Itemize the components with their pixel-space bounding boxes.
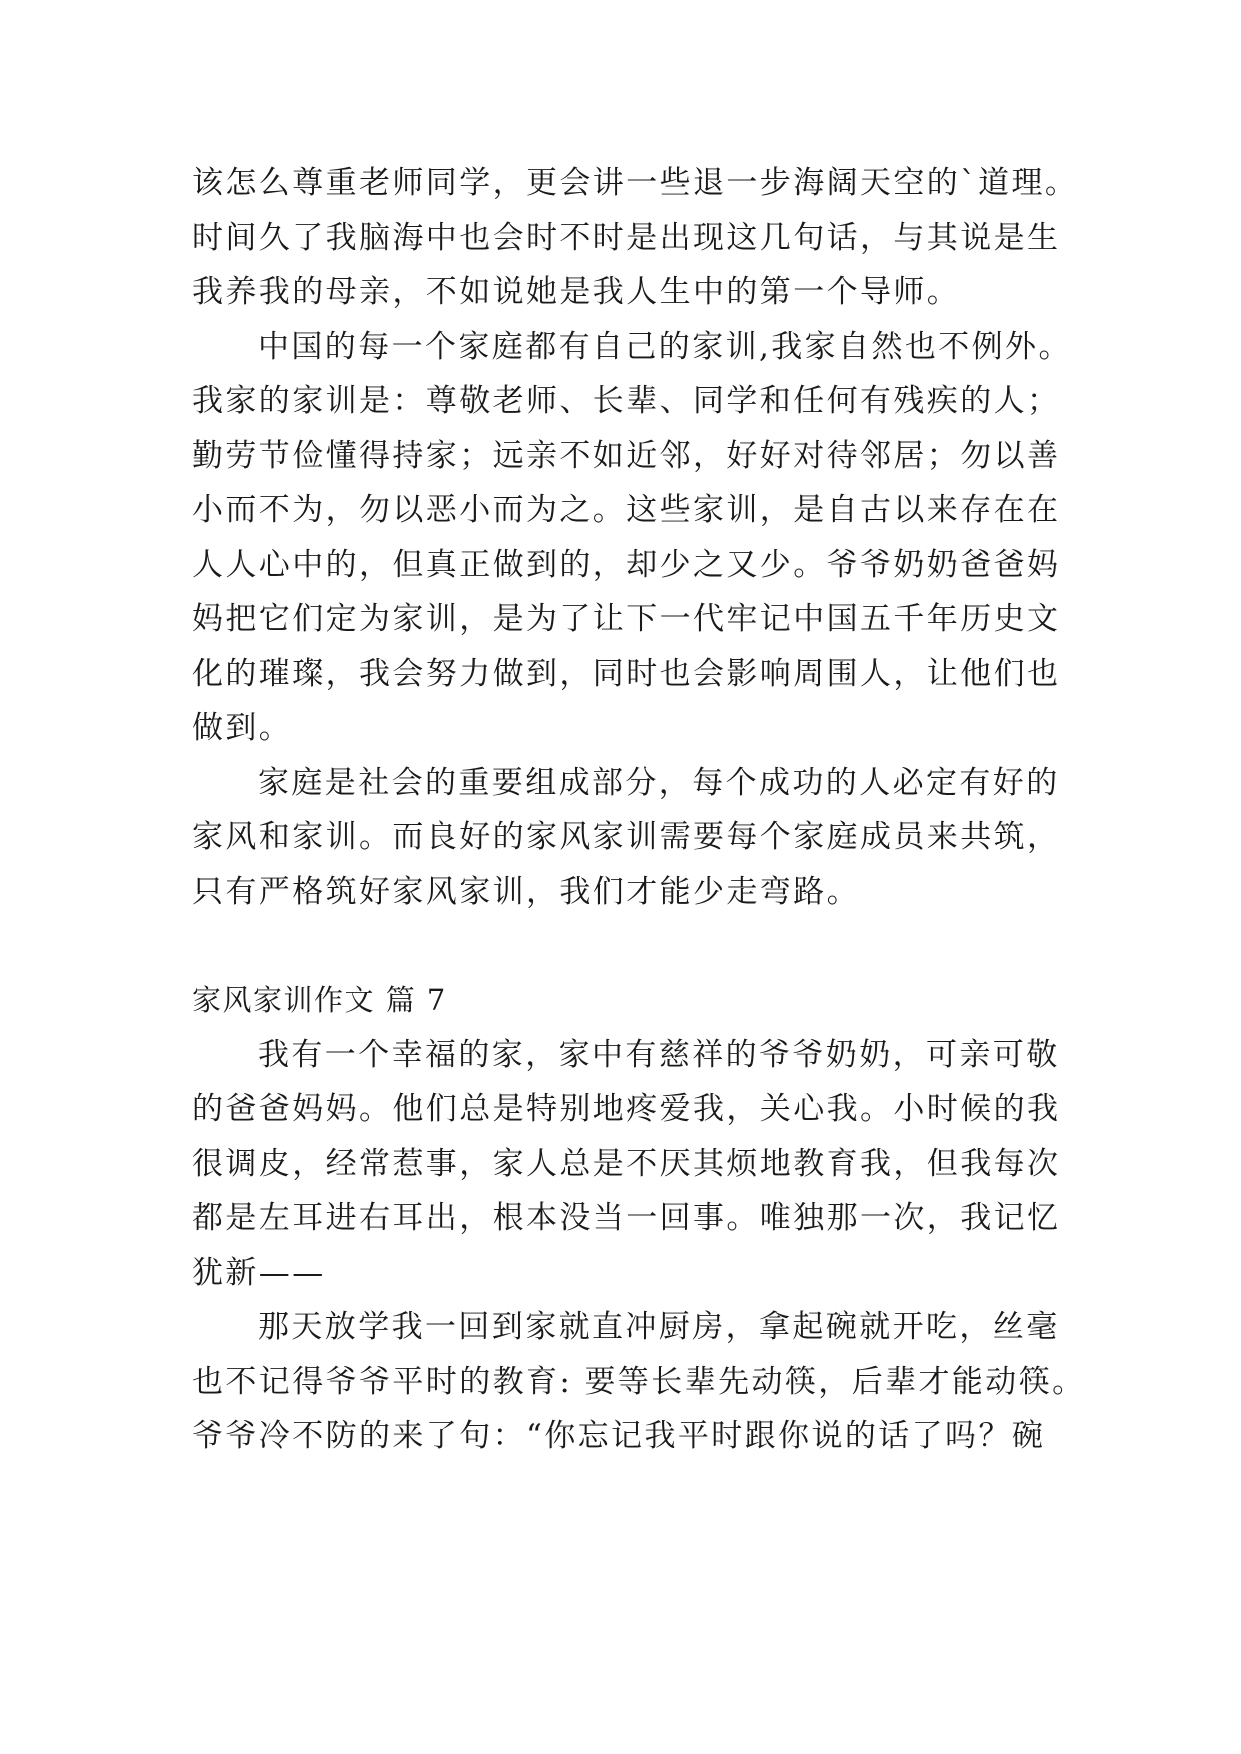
text-line: 化的璀璨，我会努力做到，同时也会影响周围人，让他们也 xyxy=(192,655,1061,692)
section-gap xyxy=(192,919,1072,973)
text-line: 很调皮，经常惹事，家人总是不厌其烦地教育我，但我每次 xyxy=(192,1145,1061,1182)
text-line: 中国的每一个家庭都有自己的家训,我家自然也不例外。 xyxy=(258,328,1072,365)
text-line: 时间久了我脑海中也会时不时是出现这几句话，与其说是生 xyxy=(192,219,1061,256)
text-line: 的爸爸妈妈。他们总是特别地疼爱我，关心我。小时候的我 xyxy=(192,1091,1061,1127)
paragraph-happy-family xyxy=(192,1028,1072,1301)
document-body xyxy=(192,156,1086,1464)
text-line: 我有一个幸福的家，家中有慈祥的爷爷奶奶，可亲可敬 xyxy=(258,1036,1060,1073)
text-line: 该怎么尊重老师同学，更会讲一些退一步海阔天空的`道理。 xyxy=(192,165,1079,201)
text-line: 都是左耳进右耳出，根本没当一回事。唯独那一次，我记忆 xyxy=(192,1200,1061,1236)
text-line: 家风和家训。而良好的家风家训需要每个家庭成员来共筑， xyxy=(192,819,1061,855)
text-line: 那天放学我一回到家就直冲厨房，拿起碗就开吃，丝毫 xyxy=(258,1309,1060,1345)
text-line: 家庭是社会的重要组成部分，每个成功的人必定有好的 xyxy=(258,764,1060,801)
text-line: 爷爷冷不防的来了句：“你忘记我平时跟你说的话了吗？碗 xyxy=(192,1418,1046,1454)
text-line: 我养我的母亲，不如说她是我人生中的第一个导师。 xyxy=(192,274,961,310)
text-line: 勤劳节俭懂得持家；远亲不如近邻，好好对待邻居；勿以善 xyxy=(192,437,1061,474)
paragraph-society xyxy=(192,756,1072,920)
text-line: 犹新—— xyxy=(192,1254,326,1291)
paragraph-that-day xyxy=(192,1300,1086,1464)
text-line: 也不记得爷爷平时的教育: 要等长辈先动筷，后辈才能动筷。 xyxy=(192,1363,1086,1400)
text-line: 妈把它们定为家训，是为了让下一代牢记中国五千年历史文 xyxy=(192,601,1061,637)
paragraph-continuation xyxy=(192,156,1079,320)
paragraph-family-rules xyxy=(192,320,1072,756)
text-line: 我家的家训是：尊敬老师、长辈、同学和任何有残疾的人； xyxy=(192,383,1061,419)
text-line: 做到。 xyxy=(192,710,293,746)
text-line: 只有严格筑好家风家训，我们才能少走弯路。 xyxy=(192,873,860,910)
text-line: 小而不为，勿以恶小而为之。这些家训，是自古以来存在在 xyxy=(192,492,1061,528)
text-line: 人人心中的，但真正做到的，却少之又少。爷爷奶奶爸爸妈 xyxy=(192,546,1061,583)
section-title: 家风家训作文 篇 7 xyxy=(192,983,447,1017)
